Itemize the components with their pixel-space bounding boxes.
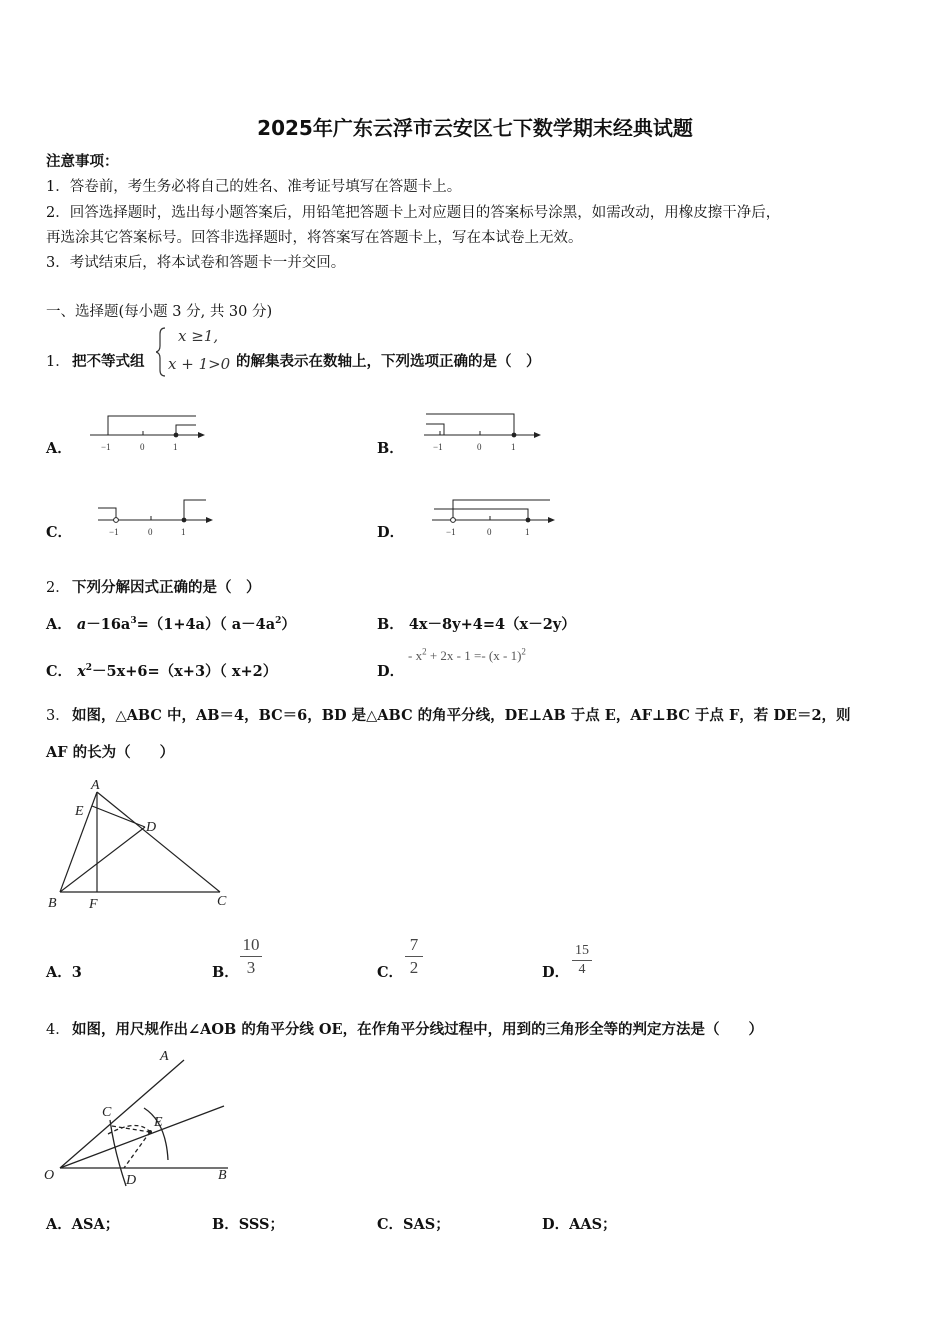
q3-d-numerator: 15 [575,943,589,958]
q2-d-part1: - x [408,648,423,663]
q4-label-d: D [126,1173,137,1188]
q1-inequality-2: x + 1>0 [168,355,231,373]
q3-a-label: A． [46,964,72,981]
notice-item-1: 1．答卷前，考生务必将自己的姓名、准考证号填写在答题卡上。 [46,179,462,195]
q3-option-b-label[interactable]: B． [212,964,239,981]
q1-option-c-label[interactable]: C． [46,524,73,541]
q3-option-b-fraction [240,935,262,978]
q4-option-b[interactable]: B．SSS； [212,1216,285,1233]
q4-option-d[interactable]: D．AAS； [542,1216,617,1233]
q1-suffix: 的解集表示在数轴上，下列选项正确的是（ ） [236,353,541,370]
q4-label-b: B [218,1168,227,1183]
q3-b-numerator: 10 [242,935,260,954]
q1-b-tick-neg1: −1 [433,442,443,452]
q3-option-d-fraction [572,943,592,978]
q1-a-tick-neg1: −1 [101,442,111,452]
q1-option-d-label[interactable]: D． [377,524,405,541]
q2-option-d-expr [408,648,526,664]
q1-numberline-a [88,408,208,456]
q1-c-tick-neg1: −1 [109,527,119,537]
q1-d-tick-0: 0 [487,527,492,537]
q3-d-denominator: 4 [578,962,586,977]
q2-a-label: A． [46,616,72,633]
q3-c-numerator: 7 [409,935,419,954]
q4-option-c[interactable]: C．SAS； [377,1216,450,1233]
notice-heading: 注意事项： [46,153,119,170]
q4-label-a: A [160,1049,169,1064]
q2-d-part3: + 2x - 1 =- (x - 1) [426,648,522,663]
q2-a-part2: －16a [86,616,131,633]
q4-number: 4． [46,1022,70,1038]
q2-d-sup2: 2 [521,646,526,657]
q1-number: 1． [46,354,70,370]
q2-b-label: B． [377,616,404,633]
q2-c-part3: －5x+6=（x+3）（ x+2） [92,663,278,680]
q2-a-part6: ） [281,616,296,633]
q1-d-tick-1: 1 [525,527,530,537]
q1-inequality-1: x ≥1, [178,327,219,345]
q4-option-a[interactable]: A．ASA； [46,1216,120,1233]
q3-line2: AF 的长为（ ） [46,744,175,761]
q3-c-denominator: 2 [409,958,419,977]
page-title: 2025年广东云浮市云安区七下数学期末经典试题 [257,116,693,140]
q3-b-denominator: 3 [246,958,256,977]
notice-item-3: 3．考试结束后，将本试卷和答题卡一并交回。 [46,255,346,271]
q2-a-part4: =（1+4a）（ a－4a [136,616,276,633]
q1-numberline-c [96,494,218,542]
q3-label-a: A [91,778,100,793]
q2-number: 2． [46,580,70,596]
q4-label-o: O [44,1168,55,1183]
notice-item-2-cont: 再选涂其它答案标号。回答非选择题时，将答案写在答题卡上，写在本试卷上无效。 [46,230,583,246]
q3-label-f: F [89,897,98,912]
q2-d-sup1: 2 [422,646,427,657]
q2-text: 下列分解因式正确的是（ ） [72,579,261,596]
q1-d-tick-neg1: −1 [446,527,456,537]
q3-a-value: 3 [71,964,82,981]
q1-b-tick-0: 0 [477,442,482,452]
section-heading: 一、选择题(每小题 3 分, 共 30 分) [46,304,273,320]
q4-angle-bisector-figure [38,1044,248,1192]
q2-c-sup: 2 [85,663,93,674]
q1-option-a-label[interactable]: A． [46,440,72,457]
q2-a-sup1: 3 [130,616,137,627]
q3-label-d: D [146,820,157,835]
q1-prefix: 把不等式组 [72,353,145,370]
q4-label-c: C [102,1105,112,1120]
q3-number: 3． [46,708,70,724]
q2-option-a[interactable] [46,613,296,634]
q3-label-b: B [48,896,57,911]
q4-text: 如图，用尺规作出∠AOB 的角平分线 OE，在作角平分线过程中，用到的三角形全等的判定方法是（ ） [72,1021,764,1038]
q3-label-c: C [217,894,227,909]
q2-c-part1: x [77,663,86,680]
q3-option-d-label[interactable]: D． [542,964,570,981]
q2-option-c[interactable] [46,660,277,681]
q1-b-tick-1: 1 [511,442,516,452]
q1-option-b-label[interactable]: B． [377,440,404,457]
notice-item-2: 2．回答选择题时，选出每小题答案后，用铅笔把答题卡上对应题目的答案标号涂黑，如需改动，用橡皮擦干净后， [46,205,781,221]
q1-c-tick-1: 1 [181,527,186,537]
q2-a-part1: a [76,616,87,633]
q1-numberline-b [422,408,546,456]
q3-option-a[interactable] [46,961,82,982]
q3-option-c-fraction [405,935,423,978]
q3-option-c-label[interactable]: C． [377,964,404,981]
q1-numberline-d [430,494,560,542]
q2-option-d-label[interactable]: D． [377,663,405,680]
q2-a-sup2: 2 [275,616,282,627]
q3-label-e: E [75,804,84,819]
q1-a-tick-1: 1 [173,442,178,452]
q2-b-text: 4x－8y+4=4（x－2y） [408,616,576,633]
q3-triangle-figure [40,770,240,916]
q1-a-tick-0: 0 [140,442,145,452]
q2-c-label: C． [46,663,73,680]
q1-c-tick-0: 0 [148,527,153,537]
q2-option-b[interactable] [377,613,576,634]
q4-label-e: E [154,1115,163,1130]
q3-line1: 如图，△ABC 中，AB＝4，BC＝6，BD 是△ABC 的角平分线，DE⊥AB 于点 E，AF⊥BC 于点 F，若 DE＝2，则 [72,707,851,724]
